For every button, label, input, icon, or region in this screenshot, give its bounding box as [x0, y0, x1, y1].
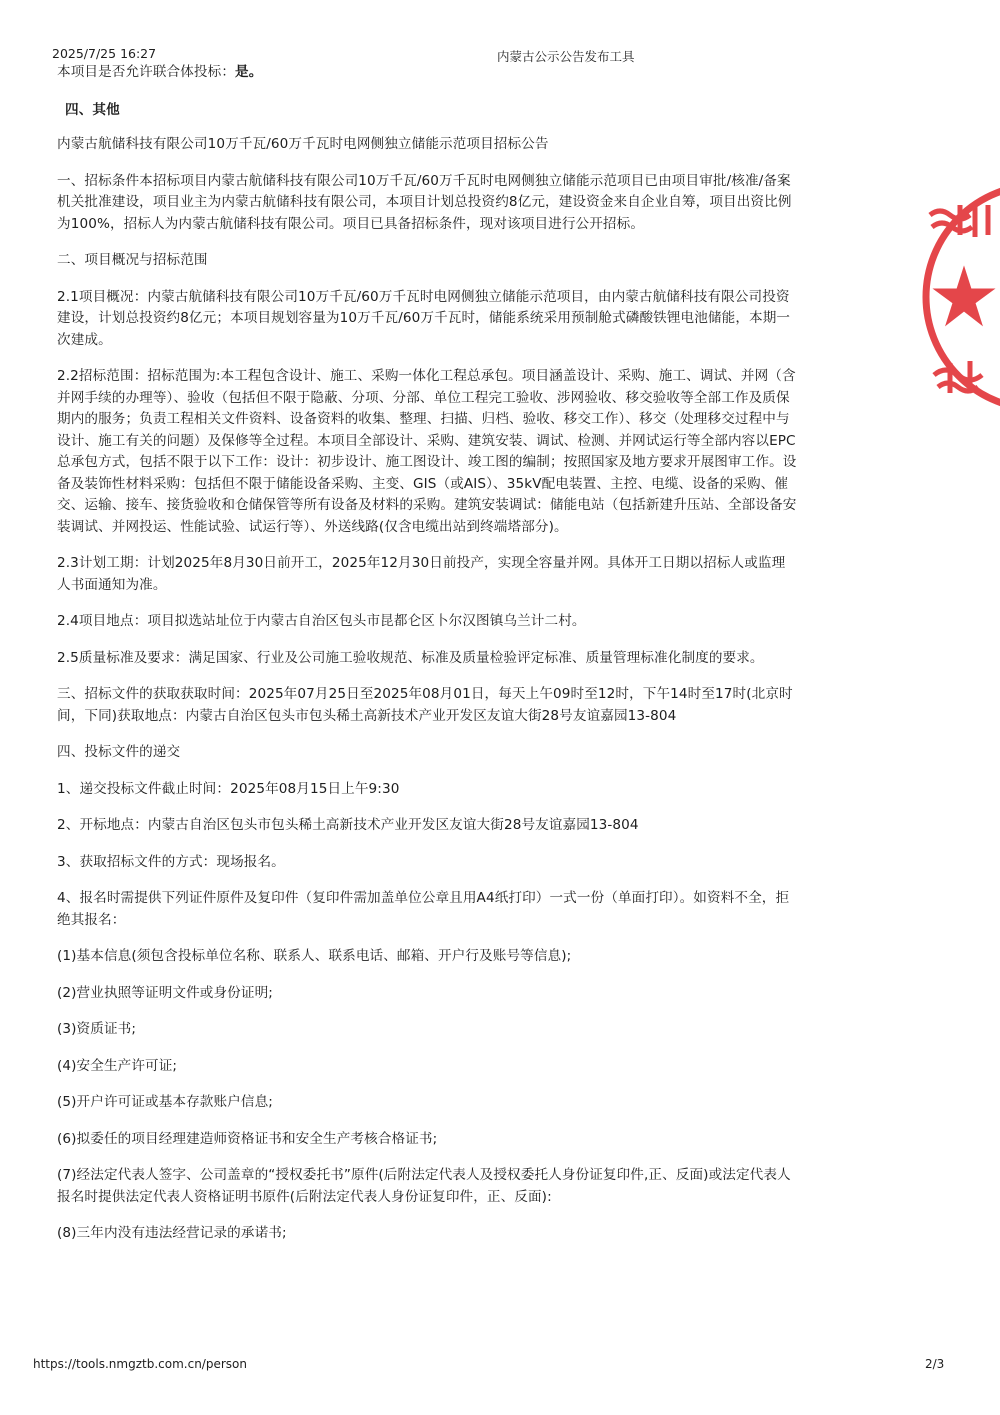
bid-opening-location: 2、开标地点：内蒙古自治区包头市包头稀土高新技术产业开发区友谊大街28号友谊嘉园13-804	[57, 817, 639, 833]
site-title: 内蒙古公示公告发布工具	[497, 49, 635, 64]
document-acquisition: 三、招标文件的获取获取时间：2025年07月25日至2025年08月01日，每天上午09时至12时，下午14时至17时(北京时间，下同)获取地点：内蒙古自治区包头市包头稀土高新技术产业开发区友谊大街28号友谊嘉园13-804	[57, 686, 793, 724]
bid-submission-heading: 四、投标文件的递交	[57, 744, 181, 760]
footer-url: https://tools.nmgztb.com.cn/person	[33, 1357, 247, 1371]
list-item: (4)安全生产许可证;	[57, 1057, 178, 1074]
registration-method: 3、获取招标文件的方式：现场报名。	[57, 853, 285, 870]
list-item: (1)基本信息(须包含投标单位名称、联系人、联系电话、邮箱、开户行及账号等信息);	[57, 948, 572, 964]
quality-standard: 2.5质量标准及要求：满足国家、行业及公司施工验收规范、标准及质量检验评定标准、质量管理标准化制度的要求。	[57, 649, 764, 666]
print-datetime: 2025/7/25 16:27	[52, 46, 157, 61]
document-body	[57, 62, 797, 1260]
list-item: (8)三年内没有违法经营记录的承诺书;	[57, 1225, 287, 1241]
submission-deadline: 1、递交投标文件截止时间：2025年08月15日上午9:30	[57, 780, 400, 797]
announcement-title: 内蒙古航储科技有限公司10万千瓦/60万千瓦时电网侧独立储能示范项目招标公告	[57, 136, 549, 152]
section-heading-other: 四、其他	[65, 101, 120, 118]
project-location: 2.4项目地点：项目拟选站址位于内蒙古自治区包头市昆都仑区卜尔汉图镇乌兰计二村。	[57, 613, 586, 629]
consortium-value: 是。	[235, 64, 263, 80]
list-item: (7)经法定代表人签字、公司盖章的“授权委托书”原件(后附法定代表人及授权委托人身份证复印件,正、反面)或法定代表人报名时提供法定代表人资格证明书原件(后附法定代表人身份证复印件，正、反面):	[57, 1167, 791, 1205]
tender-conditions: 一、招标条件本招标项目内蒙古航储科技有限公司10万千瓦/60万千瓦时电网侧独立储能示范项目已由项目审批/核准/备案机关批准建设，项目业主为内蒙古航储科技有限公司，本项目计划总投资约8亿元，建设资金来自企业自筹，项目出资比例为100%，招标人为内蒙古航储科技有限公司。项目已具备招标条件，现对该项目进行公开招标。	[57, 172, 792, 232]
list-item: (6)拟委任的项目经理建造师资格证书和安全生产考核合格证书;	[57, 1130, 438, 1147]
company-seal-stamp	[920, 175, 1000, 420]
registration-requirements: 4、报名时需提供下列证件原件及复印件（复印件需加盖单位公章且用A4纸打印）一式一份（单面打印）。如资料不全，拒绝其报名：	[57, 890, 790, 928]
list-item: (3)资质证书;	[57, 1021, 137, 1037]
page-number: 2/3	[925, 1357, 945, 1371]
planned-schedule: 2.3计划工期：计划2025年8月30日前开工，2025年12月30日前投产，实现全容量并网。具体开工日期以招标人或监理人书面通知为准。	[57, 555, 786, 593]
list-item: (2)营业执照等证明文件或身份证明;	[57, 984, 273, 1001]
consortium-label: 本项目是否允许联合体投标：	[57, 64, 236, 80]
project-overview: 2.1项目概况：内蒙古航储科技有限公司10万千瓦/60万千瓦时电网侧独立储能示范项目，由内蒙古航储科技有限公司投资建设，计划总投资约8亿元；本项目规划容量为10万千瓦/60万千瓦时，储能系统采用预制舱式磷酸铁锂电池储能，本期一次建成。	[57, 288, 791, 348]
list-item: (5)开户许可证或基本存款账户信息;	[57, 1094, 273, 1110]
tender-scope: 2.2招标范围：招标范围为:本工程包含设计、施工、采购一体化工程总承包。项目涵盖设计、采购、施工、调试、并网（含并网手续的办理等）、验收（包括但不限于隐蔽、分项、分部、单位工程完工验收、涉网验收、移交验收等全部工作及质保期内的服务；负责工程相关文件资料、设备资料的收集、整理、扫描、归档、验收、移交工作）、移交（处理移交过程中与设计、施工有关的问题）及保修等全过程。本项目全部设计、采购、建筑安装、调试、检测、并网试运行等全部内容以EPC总承包方式，包括不限于以下工作：设计：初步设计、施工图设计、竣工图的编制；按照国家及地方要求开展图审工作。设备及装饰性材料采购：包括但不限于储能设备采购、主变、GIS（或AIS）、35kV配电装置、主控、电缆、设备的采购、催交、运输、接车、接货验收和仓储保管等所有设备及材料的采购。建筑安装调试：储能电站（包括新建升压站、全部设备安装调试、并网投运、性能试验、试运行等）、外送线路(仅含电缆出站到终端塔部分)。	[57, 368, 797, 535]
consortium-line	[57, 62, 797, 84]
section-overview-heading: 二、项目概况与招标范围	[57, 252, 208, 268]
